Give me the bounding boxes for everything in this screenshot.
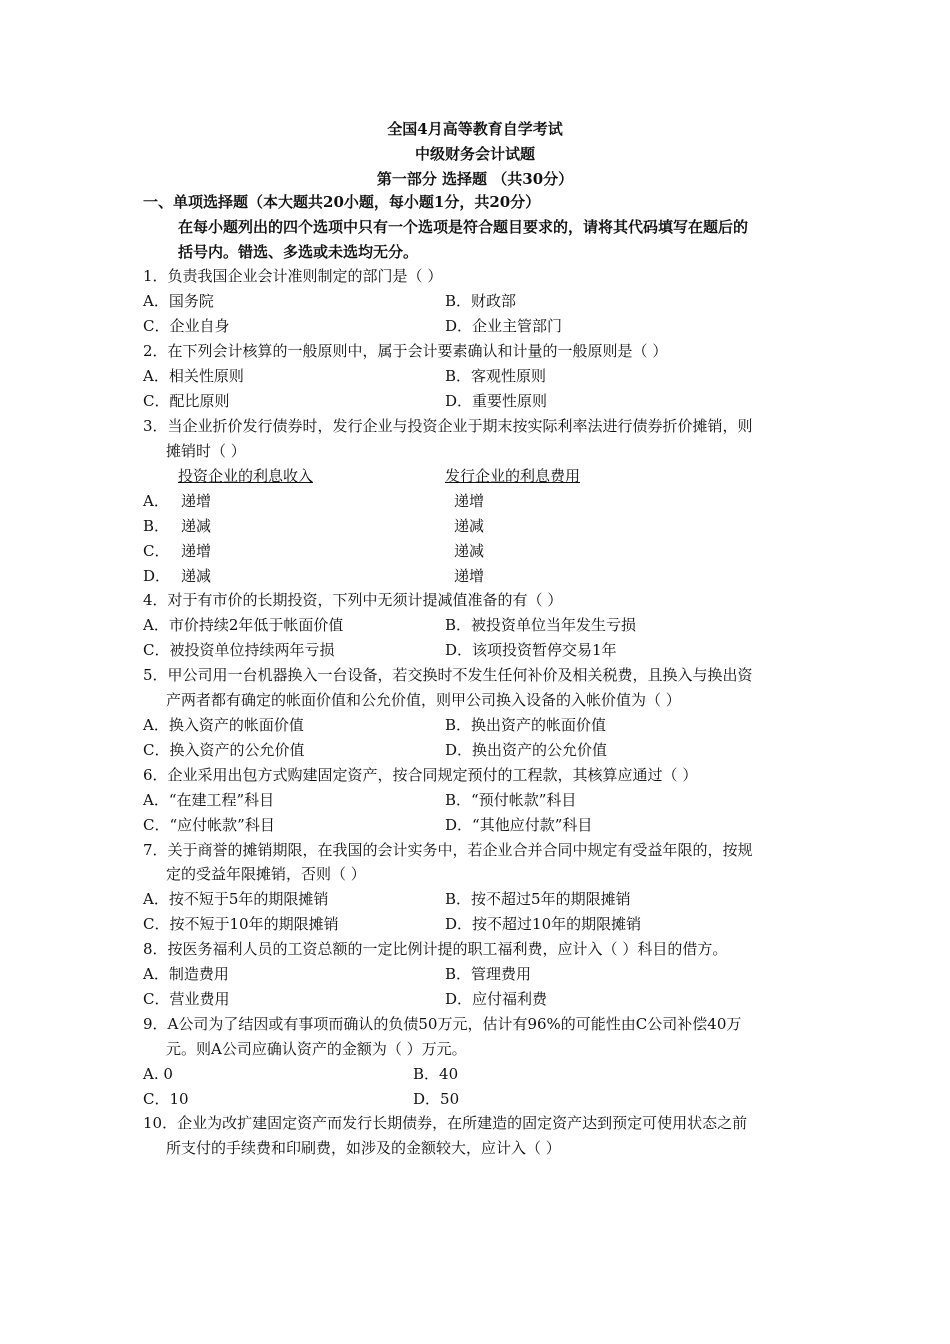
question-9-stem-2: 元。则A公司应确认资产的金额为（ ）万元。: [166, 1040, 467, 1058]
question-8-option-a: A．制造费用: [143, 965, 229, 983]
section-heading: 一、单项选择题（本大题共20小题，每小题1分，共20分）: [143, 193, 541, 211]
question-10-stem-2: 所支付的手续费和印刷费，如涉及的金额较大，应计入（ ）: [166, 1139, 561, 1157]
question-6-option-d: D．“其他应付款”科目: [445, 816, 593, 834]
question-3-option-a-investor: 递增: [181, 492, 212, 510]
question-3-stem-1: 3．当企业折价发行债券时，发行企业与投资企业于期末按实际利率法进行债券折价摊销，则: [143, 417, 753, 435]
part-heading: 第一部分 选择题 （共30分）: [376, 170, 574, 188]
question-6-option-a: A．“在建工程”科目: [143, 791, 275, 809]
question-1-option-a: A．国务院: [143, 292, 214, 310]
exam-title: 全国4月高等教育自学考试: [387, 120, 563, 138]
question-3-column-investor: 投资企业的利息收入: [178, 467, 314, 485]
question-5-option-d: D．换出资产的公允价值: [445, 741, 608, 759]
exam-subject: 中级财务会计试题: [414, 145, 535, 163]
question-4-option-d: D．该项投资暂停交易1年: [445, 641, 617, 659]
question-6-option-c: C．“应付帐款”科目: [143, 816, 275, 834]
question-9-option-c: C．10: [143, 1090, 189, 1108]
question-4-option-a: A．市价持续2年低于帐面价值: [143, 616, 344, 634]
question-1-option-d: D．企业主管部门: [445, 317, 563, 335]
question-3-option-c-issuer: 递减: [454, 542, 485, 560]
question-9-option-b: B．40: [413, 1065, 459, 1083]
question-3-option-b-issuer: 递减: [454, 517, 485, 535]
question-9-option-a: A. 0: [143, 1065, 173, 1083]
section-instruction-2: 括号内。错选、多选或未选均无分。: [178, 243, 419, 261]
question-3-option-d-investor: 递减: [181, 567, 212, 585]
question-8-option-d: D．应付福利费: [445, 990, 548, 1008]
question-2-option-a: A．相关性原则: [143, 367, 244, 385]
question-8-stem: 8．按医务福利人员的工资总额的一定比例计提的职工福利费，应计入（ ）科目的借方。: [143, 940, 728, 958]
question-7-option-d: D．按不超过10年的期限摊销: [445, 915, 642, 933]
question-3-option-a-label: A．: [143, 492, 169, 510]
question-4-option-b: B．被投资单位当年发生亏损: [445, 616, 637, 634]
question-3-option-a-issuer: 递增: [454, 492, 485, 510]
question-5-option-a: A．换入资产的帐面价值: [143, 716, 304, 734]
question-5-stem-2: 产两者都有确定的帐面价值和公允价值，则甲公司换入设备的入帐价值为（ ）: [166, 691, 681, 709]
question-4-stem: 4．对于有市价的长期投资，下列中无须计提减值准备的有（ ）: [143, 591, 563, 609]
question-1-option-b: B．财政部: [445, 292, 517, 310]
question-3-column-issuer: 发行企业的利息费用: [445, 467, 581, 485]
question-5-option-b: B．换出资产的帐面价值: [445, 716, 607, 734]
question-8-option-b: B．管理费用: [445, 965, 532, 983]
question-6-stem: 6．企业采用出包方式购建固定资产，按合同规定预付的工程款，其核算应通过（ ）: [143, 766, 698, 784]
question-7-option-c: C．按不短于10年的期限摊销: [143, 915, 339, 933]
question-3-stem-2: 摊销时（ ）: [166, 442, 246, 460]
question-4-option-c: C．被投资单位持续两年亏损: [143, 641, 335, 659]
question-3-option-c-label: C．: [143, 542, 170, 560]
question-8-option-c: C．营业费用: [143, 990, 230, 1008]
question-7-option-a: A．按不短于5年的期限摊销: [143, 890, 329, 908]
question-1-stem: 1．负责我国企业会计准则制定的部门是（ ）: [143, 267, 443, 285]
question-3-option-b-investor: 递减: [181, 517, 212, 535]
question-3-option-d-issuer: 递增: [454, 567, 485, 585]
question-10-stem-1: 10．企业为改扩建固定资产而发行长期债券，在所建造的固定资产达到预定可使用状态之前: [143, 1114, 748, 1132]
question-3-option-d-label: D．: [143, 567, 171, 585]
question-7-stem-2: 定的受益年限摊销，否则（ ）: [166, 865, 366, 883]
question-5-stem-1: 5．甲公司用一台机器换入一台设备，若交换时不发生任何补价及相关税费，且换入与换出资: [143, 666, 753, 684]
question-1-option-c: C．企业自身: [143, 317, 230, 335]
question-2-option-b: B．客观性原则: [445, 367, 547, 385]
question-5-option-c: C．换入资产的公允价值: [143, 741, 305, 759]
question-7-option-b: B．按不超过5年的期限摊销: [445, 890, 631, 908]
question-2-stem: 2．在下列会计核算的一般原则中，属于会计要素确认和计量的一般原则是（ ）: [143, 342, 668, 360]
question-7-stem-1: 7．关于商誉的摊销期限，在我国的会计实务中，若企业合并合同中规定有受益年限的，按规: [143, 841, 753, 859]
question-2-option-d: D．重要性原则: [445, 392, 548, 410]
question-9-option-d: D．50: [413, 1090, 460, 1108]
question-3-option-c-investor: 递增: [181, 542, 212, 560]
question-3-option-b-label: B．: [143, 517, 170, 535]
question-9-stem-1: 9．A公司为了结因或有事项而确认的负债50万元，估计有96%的可能性由C公司补偿40万: [143, 1015, 742, 1033]
question-2-option-c: C．配比原则: [143, 392, 230, 410]
question-6-option-b: B．“预付帐款”科目: [445, 791, 577, 809]
section-instruction-1: 在每小题列出的四个选项中只有一个选项是符合题目要求的，请将其代码填写在题后的: [178, 218, 749, 236]
